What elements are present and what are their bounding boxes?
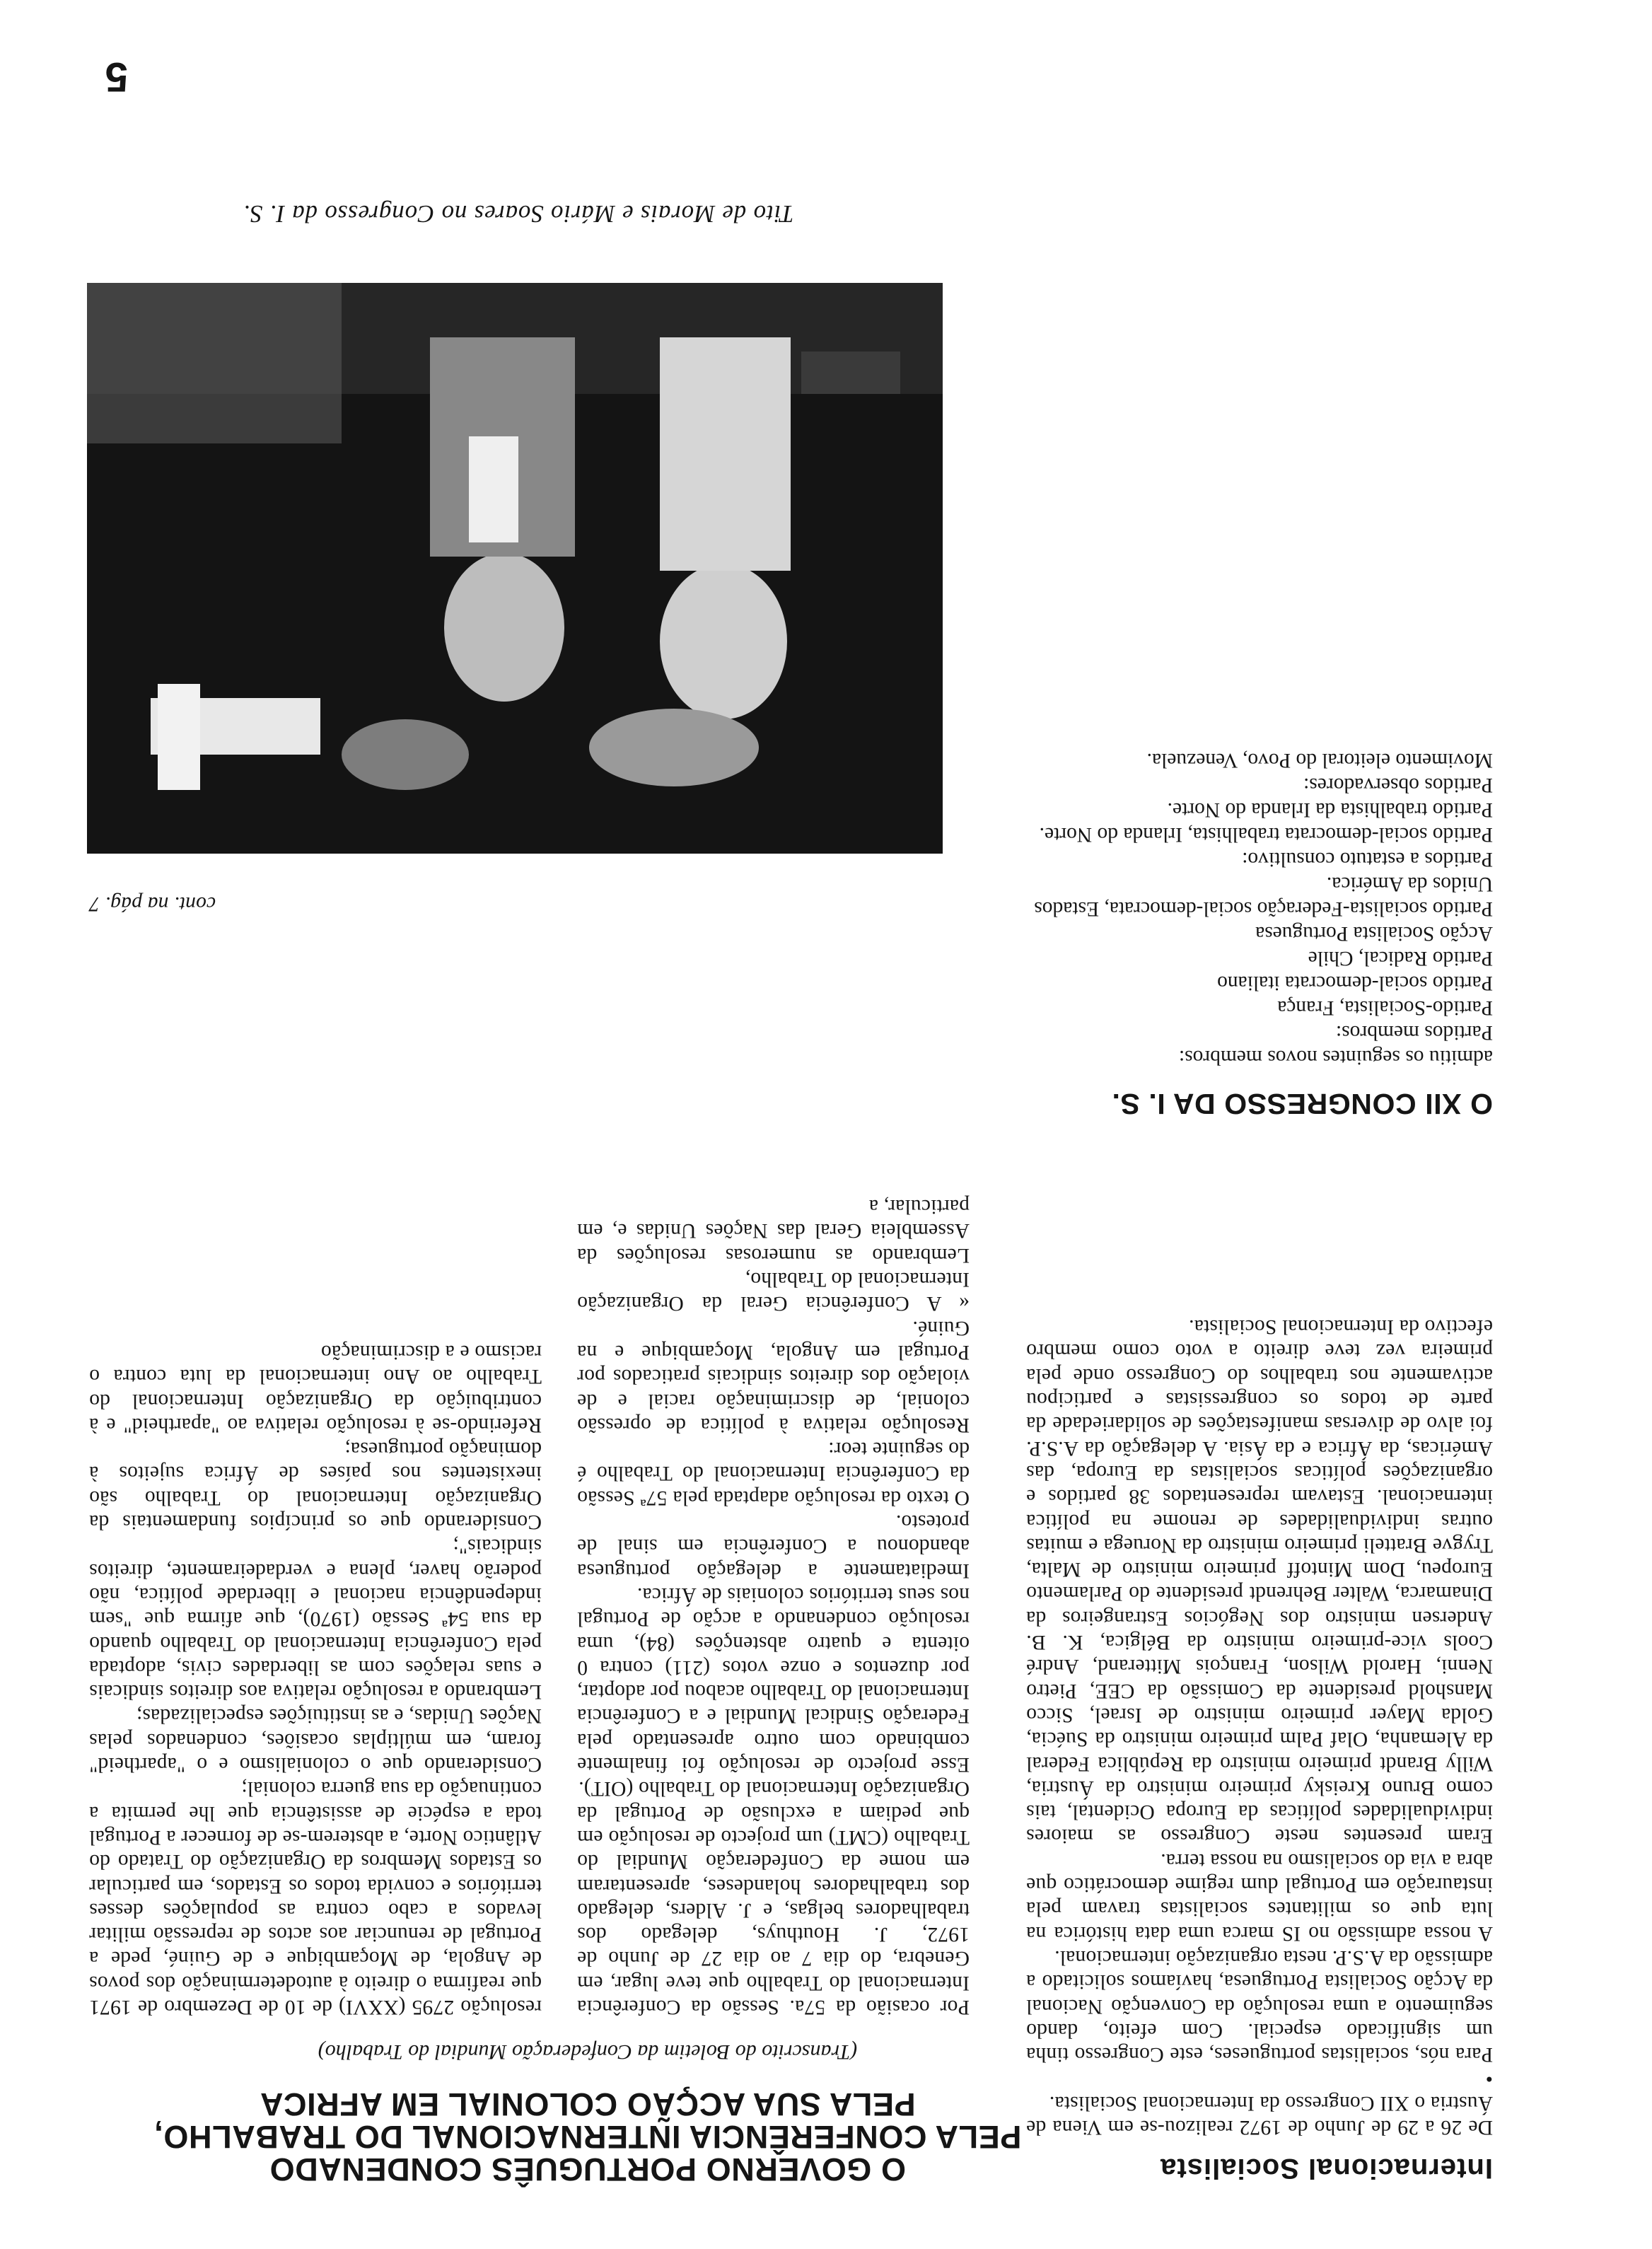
photo-caption: Tito de Morais e Mário Soares no Congresso da I. S. [243, 200, 794, 228]
continued-note: cont. na pág. 7 [89, 893, 216, 915]
headline-source: (Transcrito do Boletim da Confederação Mundial do Trabalho) [318, 2040, 858, 2064]
congress-heading: O XII CONGRESSO DA I. S. [1111, 1088, 1493, 1120]
intro-article-text: De 26 a 29 de Junho de 1972 realizou-se em Viena de Áustria o XII Congresso da Internacional Socialista. • Para nós, socialistas portugueses, este Congresso tinha um significado especial. Com efeito, dando seguimento a uma resolução da Convenção Nacional da Acção Socialista Portuguesa, havíamos solicitado a admissão da A.S.P. nesta organização internacional. A nossa admissão no IS marca uma data histórica na luta que os militantes socialistas travam pela instauração em Portugal dum regime democrático que abra a via do socialismo na nossa terra. Eram presentes neste Congresso as maiores individualidades políticas da Europa Ocidental, tais como Bruno Kreisky primeiro ministro da Áustria, Willy Brandt primeiro ministro da República Federal da Alemanha, Olaf Palm primeiro ministro da Suécia, Golda Mayer primeiro ministro de Israel, Sicco Manshold presidente da Comissão da CEE, Pietro Nenni, Harold Wilson, François Mitterand, André Cools vice-primeiro ministro da Bélgica, K. B. Andersen ministro dos Negócios Estrangeiros da Dinamarca, Walter Behrendt presidente do Parlamento Europeu, Dom Mintoff primeiro ministro de Malta, Trygve Bratteli primeiro ministro da Noruega e muitas outras individualidades de renome na política internacional. Estavam representados 38 partidos e organizações políticas socialistas da Europa, das Américas, da África e da Ásia. A delegação da A.S.P. foi alvo de diversas manifestações de solidariedade da parte de todos os congressistas e participou activamente nos trabalhos do Congresso onde pela primeira vez teve direito a voto como membro efectivo da Internacional Socialista. [1026, 1315, 1493, 2139]
congress-photo [87, 283, 943, 854]
section-title: Internacional Socialista [1160, 2153, 1493, 2184]
ilo-article-text-2: resolução 2795 (XXVI) de 10 de Dezembro de 1971 que reafirma o direito à autodeterminação dos povos de Angola, de Moçambique e de Guiné, pede a Portugal de renunciar aos actos de repressão militar levados a cabo contra as populações desses territórios e convida todos os Estados, em particular os Estados Membros da Organização do Tratado do Atlântico Norte, a absterem-se de fornecer a Portugal toda a espécie de assistência que lhe permita a continuação da sua guerra colonial; Considerando que o colonialismo e o "apartheid" foram, em múltiplas ocasiões, condenados pelas Nações Unidas, e as instituições especializadas; Lembrando a resolução relativa aos direitos sindicais e suas relações com as liberdades civis, adoptada pela Conferência Internacional do Trabalho quando da sua 54ª Sessão (1970), que afirma que "sem independência nacional e liberdade política, não poderão haver, plena e verdadeiramente, direitos sindicais"; Considerando que os princípios fundamentais da Organização Internacional do Trabalho são inexistentes nos países de África sujeitos à dominação portuguesa; Referindo-se à resolução relativa ao "apartheid" e à contribuição da Organização Internacional do Trabalho ao Ano internacional da luta contra o racismo e a discriminação [89, 1340, 542, 2018]
page-number: 5 [105, 54, 128, 100]
ilo-article-text-1: Por ocasião da 57a. Sessão da Conferência Internacional do Trabalho que teve lugar, em Genebra, do dia 7 ao dia 27 de Junho de 1972, J. Houthuys, delegado dos trabalhadores belgas, e J. Alders, delegado dos trabalhadores holandeses, apresentaram em nome da Confederação Mundial do Trabalho (CMT) um projecto de resolução em que pediam a exclusão de Portugal da Organização Internacional do Trabalho (OIT). Esse projecto de resolução foi finalmente combinado com outro apresentado pela Federação Sindical Mundial e a Conferência Internacional do Trabalho acabou por adoptar, por duzentos e onze votos (211) contra 0 oitenta e quatro abstenções (84), uma resolução condenando a acção de Portugal nos seus territórios coloniais de África. Imediatamente a delegação portuguesa abandonou a Conferência em sinal de protesto. O texto da resolução adaptada pela 57ª Sessão da Conferência Internacional do Trabalho é do seguinte teor: Resolução relativa à política de opressão colonial, de discriminação racial e de violação dos direitos sindicais praticados por Portugal em Angola, Moçambique e na Guiné. « A Conferência Geral da Organização Internacional do Trabalho, Lembrando as numerosas resoluções da Assembleia Geral das Nações Unidas e, em particular, a [577, 1195, 970, 2018]
new-members-list: admitiu os seguintes novos membros: Partidos membros: Partido-Socialista, França Partido social-democrata italiano Partido Radical, Chile Acção Socialista Portuguesa Partido socialista-Federação social-democrata, Estados Unidos da América. Partidos a estatuto consultivo: Partido social-democrata trabalhista, Irlanda do Norte. Partido trabalhista da Irlanda do Norte. Partidos observadores: Movimento eleitoral do Povo, Venezuela. [1034, 749, 1493, 1069]
photo-image [87, 283, 943, 854]
main-headline: O GOVERNO PORTUGUÊS CONDENADO PELA CONFERÊNCIA INTERNACIONAL DO TRABALHO, PELA SUA ACÇÃO COLONIAL EM AFRICA [153, 2086, 1022, 2187]
